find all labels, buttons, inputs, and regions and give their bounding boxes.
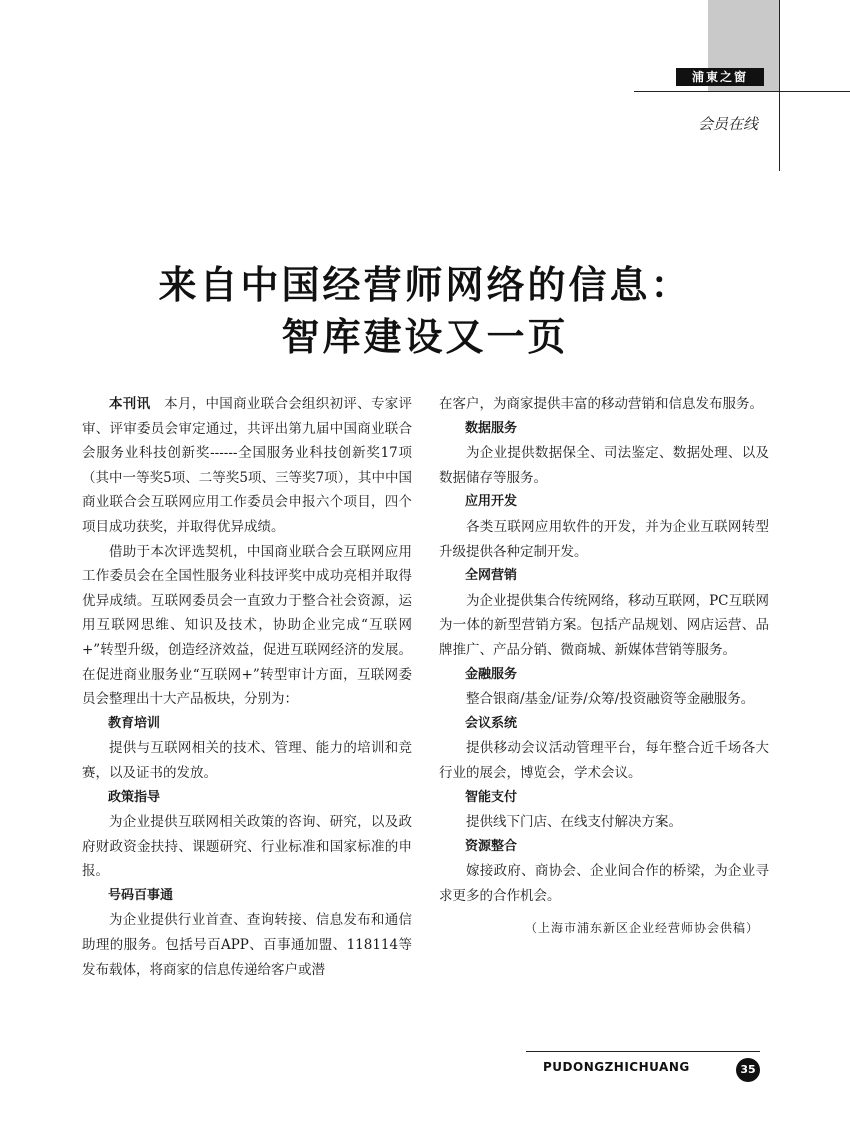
brand-tag: 浦東之窗 <box>676 68 764 86</box>
section-body: 为企业提供行业首查、查询转接、信息发布和通信助理的服务。包括号百APP、百事通加盟、118114等发布载体，将商家的信息传递给客户或潜 <box>82 912 412 978</box>
section-body-continued: 在客户，为商家提供丰富的移动营销和信息发布服务。 <box>439 396 763 412</box>
column-right <box>439 392 769 941</box>
section-body: 为企业提供数据保全、司法鉴定、数据处理、以及数据储存等服务。 <box>439 445 769 486</box>
section-heading: 教育培训 <box>108 715 161 731</box>
column-left <box>82 392 412 982</box>
section-heading: 金融服务 <box>465 666 518 682</box>
intro-lead: 本刊讯 <box>109 396 151 412</box>
section-body: 各类互联网应用软件的开发，并为企业互联网转型升级提供各种定制开发。 <box>439 518 769 560</box>
article-credit: （上海市浦东新区企业经营师协会供稿） <box>524 921 759 936</box>
header-rule-horizontal <box>634 91 850 92</box>
footer-rule <box>526 1051 760 1052</box>
article-title-line1: 来自中国经营师网络的信息： <box>158 263 692 307</box>
page-number: 35 <box>736 1058 760 1082</box>
intro-body: 本月，中国商业联合会组织初评、专家评审、评审委员会审定通过，共评出第九届中国商业联合会服务业科技创新奖------全国服务业科技创新奖17项（其中一等奖5项、二等奖5项、三等奖7项），其中中国商业联合会互联网应用工作委员会申报六个项目，四个项目成功获奖，并取得优异成绩。 <box>82 396 413 535</box>
section-heading: 全网营销 <box>465 568 518 584</box>
section-heading: 数据服务 <box>465 420 518 436</box>
section-body: 提供线下门店、在线支付解决方案。 <box>466 814 682 831</box>
paragraph-2: 借助于本次评选契机，中国商业联合会互联网应用工作委员会在全国性服务业科技评奖中成功亮相并取得优异成绩。互联网委员会一直致力于整合社会资源，运用互联网思维、知识及技术，协助企业完成“互联网+”转型升级，创造经济效益，促进互联网经济的发展。在促进商业服务业“互联网+”转型审计方面，互联网委员会整理出十大产品板块，分别为： <box>82 543 412 708</box>
section-heading: 智能支付 <box>465 789 518 805</box>
section-body: 嫁接政府、商协会、企业间合作的桥梁，为企业寻求更多的合作机会。 <box>439 863 769 904</box>
section-body: 提供移动会议活动管理平台，每年整合近千场各大行业的展会，博览会，学术会议。 <box>439 740 769 781</box>
section-label: 会员在线 <box>697 115 758 133</box>
section-body: 为企业提供集合传统网络，移动互联网，PC互联网为一体的新型营销方案。包括产品规划、网店运营、品牌推广、产品分销、微商城、新媒体营销等服务。 <box>439 592 769 658</box>
article-title-line2: 智库建设又一页 <box>281 315 569 359</box>
section-heading: 号码百事通 <box>108 887 174 903</box>
section-body: 整合银商/基金/证券/众筹/投资融资等金融服务。 <box>466 691 755 708</box>
intro-paragraph <box>82 392 412 540</box>
section-body: 为企业提供互联网相关政策的咨询、研究，以及政府财政资金扶持、课题研究、行业标准和国家标准的申报。 <box>82 814 412 880</box>
footer-magazine-name: PUDONGZHICHUANG <box>543 1060 690 1074</box>
section-body: 提供与互联网相关的技术、管理、能力的培训和竞赛，以及证书的发放。 <box>82 740 412 781</box>
section-heading: 应用开发 <box>465 494 518 510</box>
section-heading: 会议系统 <box>465 715 518 731</box>
section-heading: 资源整合 <box>465 838 518 854</box>
section-heading: 政策指导 <box>108 789 161 805</box>
header-rule-vertical <box>779 0 780 171</box>
